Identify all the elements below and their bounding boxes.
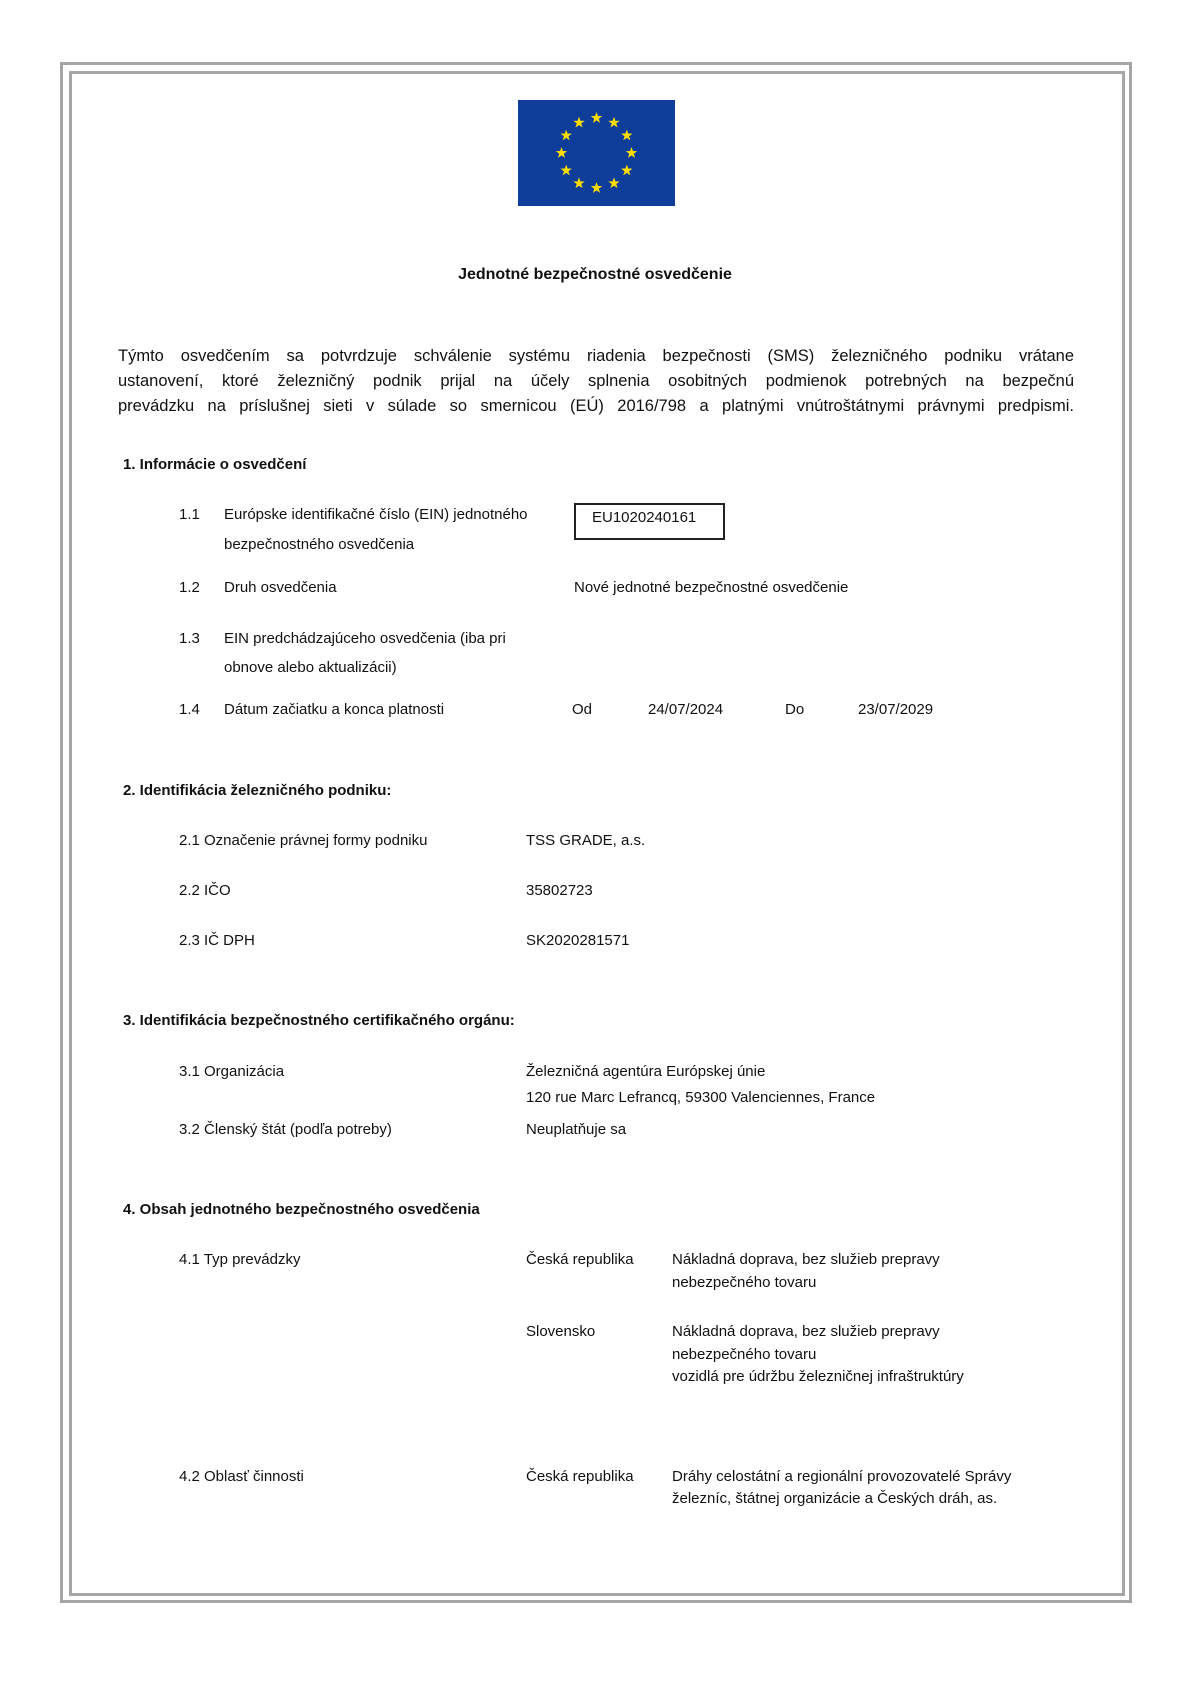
- country-name: Česká republika: [526, 1251, 634, 1268]
- vat-id-value: SK2020281571: [526, 932, 630, 949]
- eu-flag-icon: [518, 100, 675, 206]
- document-title: Jednotné bezpečnostné osvedčenie: [458, 266, 732, 283]
- section-4-heading: 4. Obsah jednotného bezpečnostného osvedčenia: [123, 1201, 480, 1218]
- member-state-value: Neuplatňuje sa: [526, 1121, 627, 1138]
- valid-to-label: Do: [785, 701, 805, 718]
- item-number: 1.2: [179, 579, 200, 596]
- country-name: Česká republika: [526, 1468, 634, 1485]
- item-label: 4.2 Oblasť činnosti: [179, 1468, 304, 1485]
- operation-type-line: nebezpečného tovaru: [672, 1274, 817, 1291]
- intro-paragraph: [118, 344, 1074, 419]
- intro-line: ustanovení, ktoré železničný podnik prijal na účely splnenia osobitných podmienok potrebných na bezpečnú: [118, 372, 1074, 390]
- item-label: 4.1 Typ prevádzky: [179, 1251, 301, 1268]
- intro-line: prevádzku na príslušnej sieti v súlade so smernicou (EÚ) 2016/798 a platnými vnútroštátnymi právnymi predpismi.: [118, 397, 1074, 415]
- operation-type-line: Nákladná doprava, bez služieb prepravy: [672, 1251, 940, 1268]
- item-label: 3.1 Organizácia: [179, 1063, 285, 1080]
- item-label: 2.3 IČ DPH: [179, 932, 255, 949]
- operation-type-line: Nákladná doprava, bez služieb prepravy: [672, 1323, 940, 1340]
- area-line: Dráhy celostátní a regionální provozovatelé Správy: [672, 1468, 1012, 1485]
- organization-address: 120 rue Marc Lefrancq, 59300 Valenciennes, France: [526, 1089, 876, 1106]
- item-label: 3.2 Členský štát (podľa potreby): [179, 1121, 392, 1138]
- item-label: 2.2 IČO: [179, 882, 231, 899]
- operation-type-line: vozidlá pre údržbu železničnej infraštruktúry: [672, 1368, 964, 1385]
- ico-value: 35802723: [526, 882, 593, 899]
- valid-from-date: 24/07/2024: [648, 701, 724, 718]
- area-line: železníc, štátnej organizácie a Českých dráh, as.: [672, 1490, 998, 1507]
- operation-type-line: nebezpečného tovaru: [672, 1346, 817, 1363]
- certificate-type-value: Nové jednotné bezpečnostné osvedčenie: [574, 579, 849, 596]
- item-label: Európske identifikačné číslo (EIN) jednotného: [224, 506, 528, 523]
- country-name: Slovensko: [526, 1323, 596, 1340]
- section-1-heading: 1. Informácie o osvedčení: [123, 456, 307, 473]
- intro-line: Týmto osvedčením sa potvrdzuje schválenie systému riadenia bezpečnosti (SMS) železničného podniku vrátane: [118, 347, 1074, 365]
- item-label: Druh osvedčenia: [224, 579, 337, 596]
- item-label: obnove alebo aktualizácii): [224, 659, 397, 676]
- organization-name: Železničná agentúra Európskej únie: [526, 1063, 766, 1080]
- section-2-heading: 2. Identifikácia železničného podniku:: [123, 782, 392, 799]
- item-label: 2.1 Označenie právnej formy podniku: [179, 832, 428, 849]
- company-name-value: TSS GRADE, a.s.: [526, 832, 646, 849]
- section-3-heading: 3. Identifikácia bezpečnostného certifikačného orgánu:: [123, 1012, 515, 1029]
- ein-value-box: EU1020240161: [574, 503, 725, 540]
- item-number: 1.3: [179, 630, 200, 647]
- valid-from-label: Od: [572, 701, 593, 718]
- item-label: bezpečnostného osvedčenia: [224, 536, 415, 553]
- valid-to-date: 23/07/2029: [858, 701, 934, 718]
- item-number: 1.4: [179, 701, 200, 718]
- item-label: EIN predchádzajúceho osvedčenia (iba pri: [224, 630, 506, 647]
- item-label: Dátum začiatku a konca platnosti: [224, 701, 445, 718]
- eu-flag-svg: [518, 100, 675, 206]
- item-number: 1.1: [179, 506, 200, 523]
